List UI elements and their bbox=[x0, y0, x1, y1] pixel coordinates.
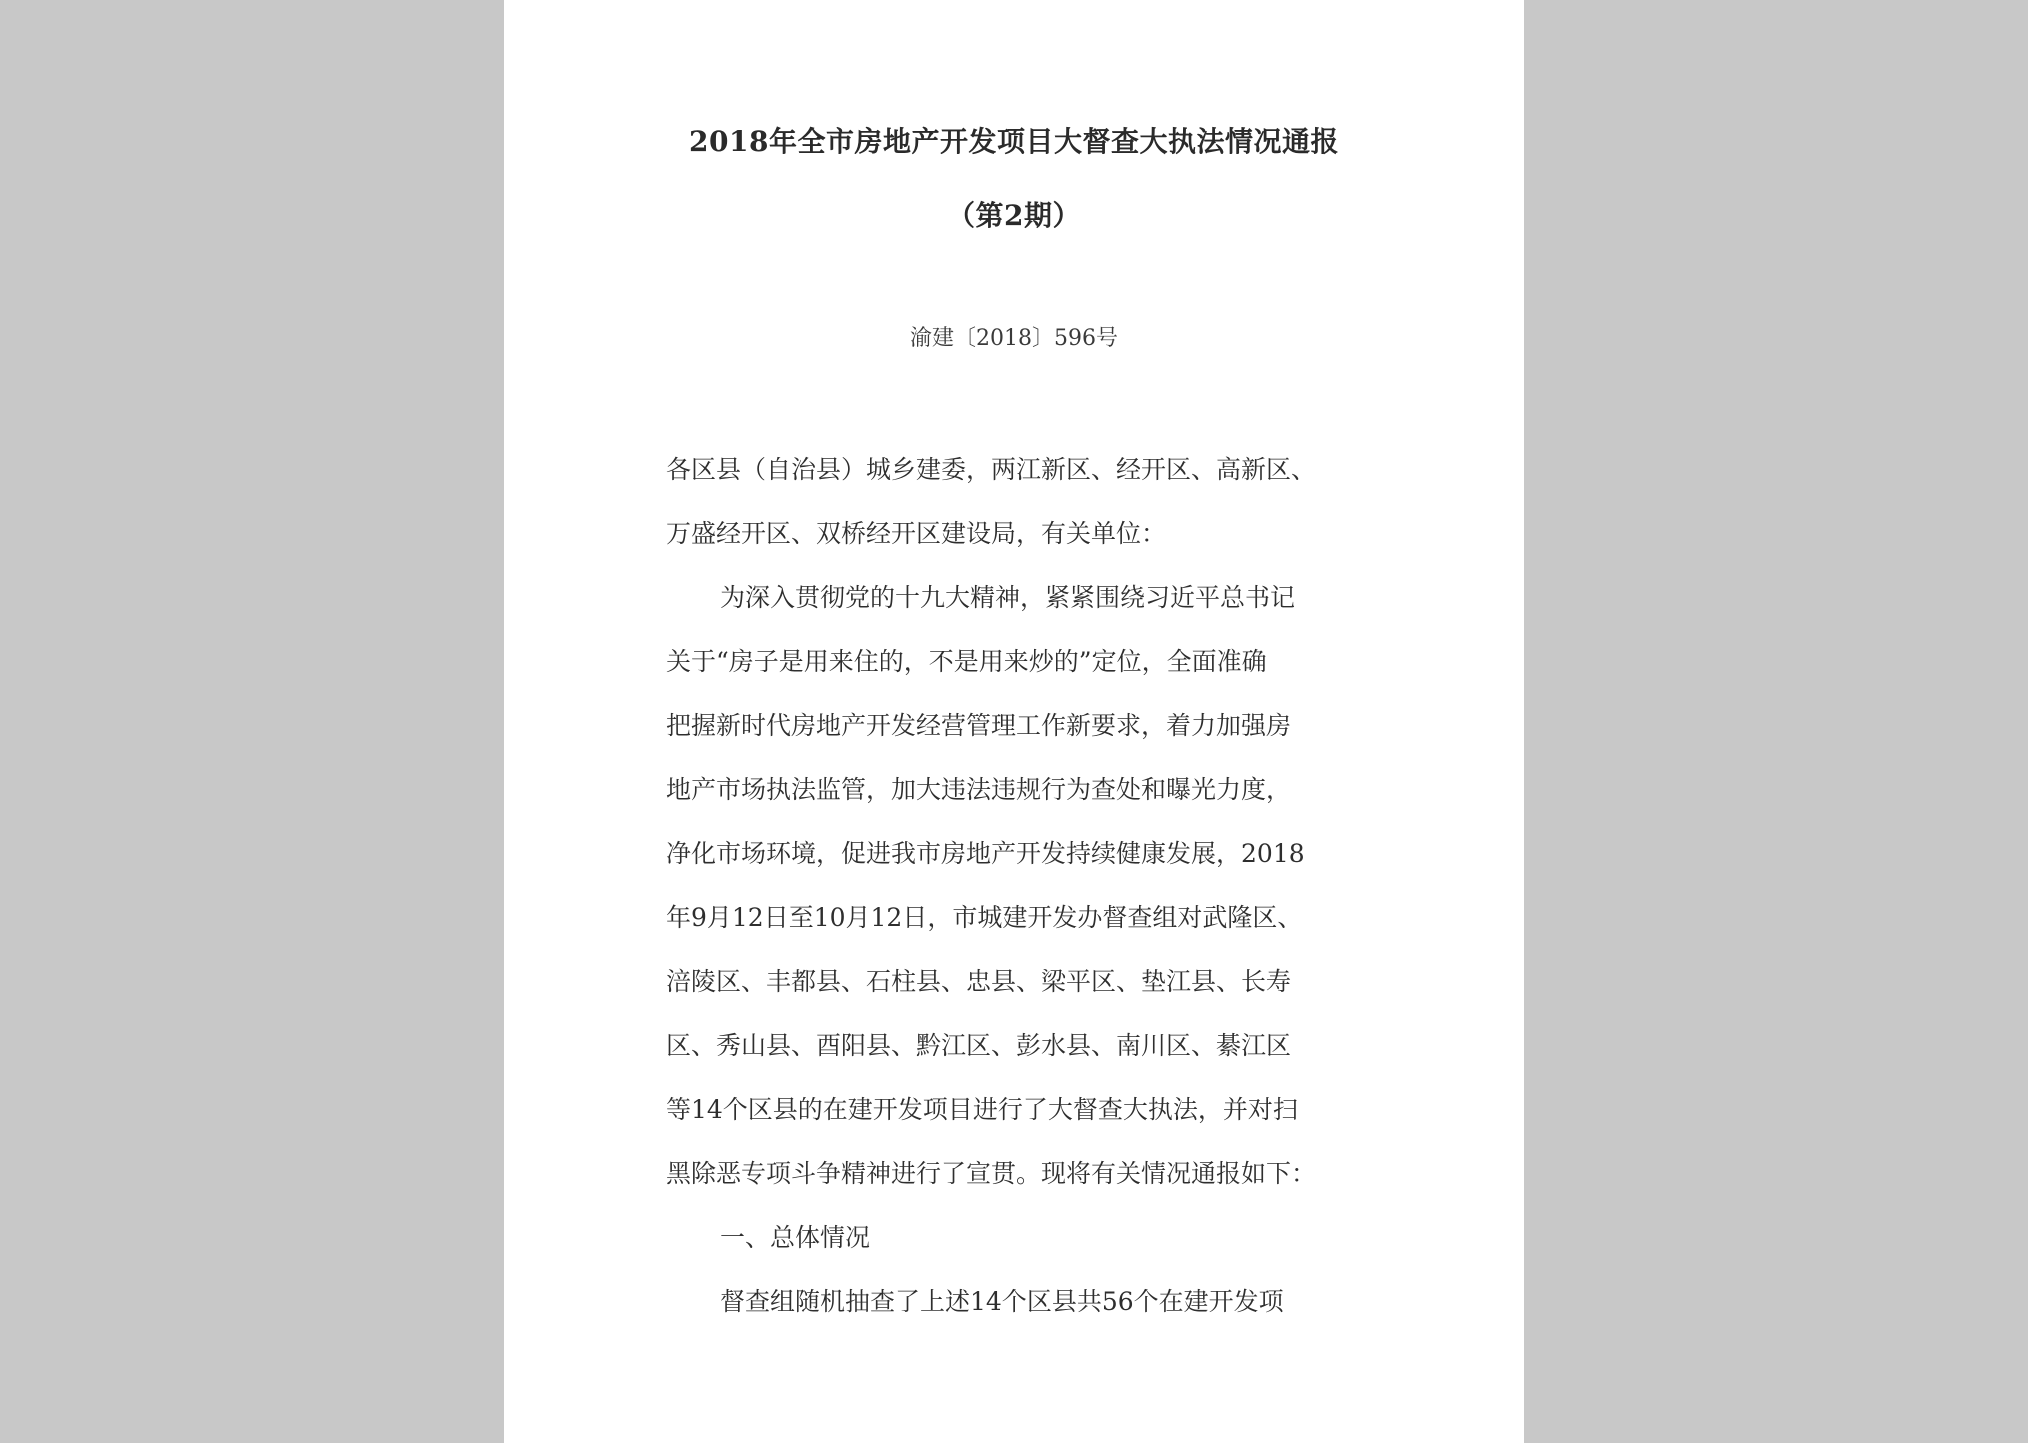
body-line: 各区县（自治县）城乡建委，两江新区、经开区、高新区、 bbox=[666, 455, 1317, 484]
body-line: 等14个区县的在建开发项目进行了大督查大执法，并对扫 bbox=[666, 1095, 1298, 1124]
body-line: 区、秀山县、酉阳县、黔江区、彭水县、南川区、綦江区 bbox=[666, 1031, 1292, 1060]
body-line: 为深入贯彻党的十九大精神，紧紧围绕习近平总书记 bbox=[720, 583, 1296, 612]
body-line: 净化市场环境，促进我市房地产开发持续健康发展，2018 bbox=[666, 839, 1305, 868]
body-line: 黑除恶专项斗争精神进行了宣贯。现将有关情况通报如下： bbox=[666, 1159, 1317, 1188]
document-page bbox=[504, 0, 1524, 1443]
section-heading: 一、总体情况 bbox=[720, 1223, 871, 1252]
body-line: 涪陵区、丰都县、石柱县、忠县、梁平区、垫江县、长寿 bbox=[666, 967, 1292, 996]
body-line: 年9月12日至10月12日，市城建开发办督查组对武隆区、 bbox=[666, 903, 1303, 932]
body-line: 把握新时代房地产开发经营管理工作新要求，着力加强房 bbox=[666, 711, 1292, 740]
document-subtitle: （第2期） bbox=[947, 199, 1081, 232]
document-number: 渝建〔2018〕596号 bbox=[910, 326, 1118, 351]
body-line: 关于“房子是用来住的，不是用来炒的”定位，全面准确 bbox=[666, 647, 1267, 676]
body-line: 万盛经开区、双桥经开区建设局，有关单位： bbox=[666, 519, 1167, 548]
document-title: 2018年全市房地产开发项目大督查大执法情况通报 bbox=[689, 125, 1339, 158]
body-line: 督查组随机抽查了上述14个区县共56个在建开发项 bbox=[720, 1287, 1284, 1316]
body-line: 地产市场执法监管，加大违法违规行为查处和曝光力度， bbox=[666, 775, 1292, 804]
